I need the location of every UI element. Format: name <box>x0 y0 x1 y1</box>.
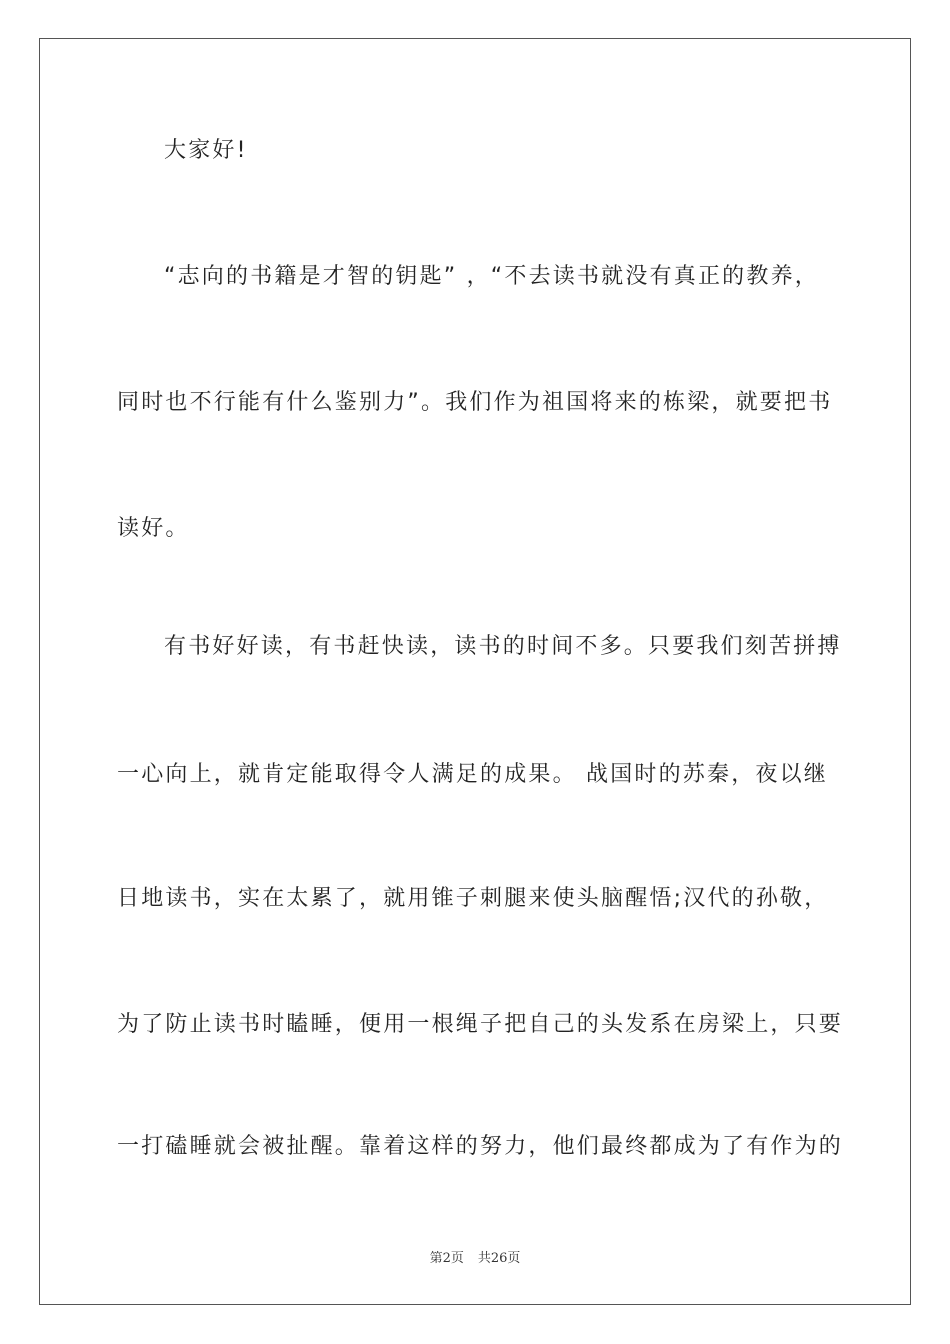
text-line: 日地读书，实在太累了，就用锥子刺腿来使头脑醒悟;汉代的孙敬， <box>117 886 829 911</box>
page-number: 第2页 <box>429 1251 464 1266</box>
text-line: 有书好好读，有书赶快读，读书的时间不多。只要我们刻苦拼搏 <box>164 634 842 659</box>
page-total: 共26页 <box>477 1251 521 1266</box>
page-footer <box>0 1247 950 1266</box>
page-frame <box>39 38 911 1305</box>
text-line: “志向的书籍是才智的钥匙” ，“不去读书就没有真正的教养， <box>164 264 819 289</box>
text-line: 读好。 <box>117 516 190 541</box>
greeting-line: 大家好! <box>164 138 248 163</box>
text-line: 一打磕睡就会被扯醒。靠着这样的努力，他们最终都成为了有作为的 <box>117 1134 844 1159</box>
text-line: 为了防止读书时瞌睡，便用一根绳子把自己的头发系在房梁上，只要 <box>117 1012 844 1037</box>
text-line: 一心向上，就肯定能取得令人满足的成果。 战国时的苏秦，夜以继 <box>117 762 828 787</box>
text-line: 同时也不行能有什么鉴别力”。我们作为祖国将来的栋梁，就要把书 <box>117 390 833 415</box>
